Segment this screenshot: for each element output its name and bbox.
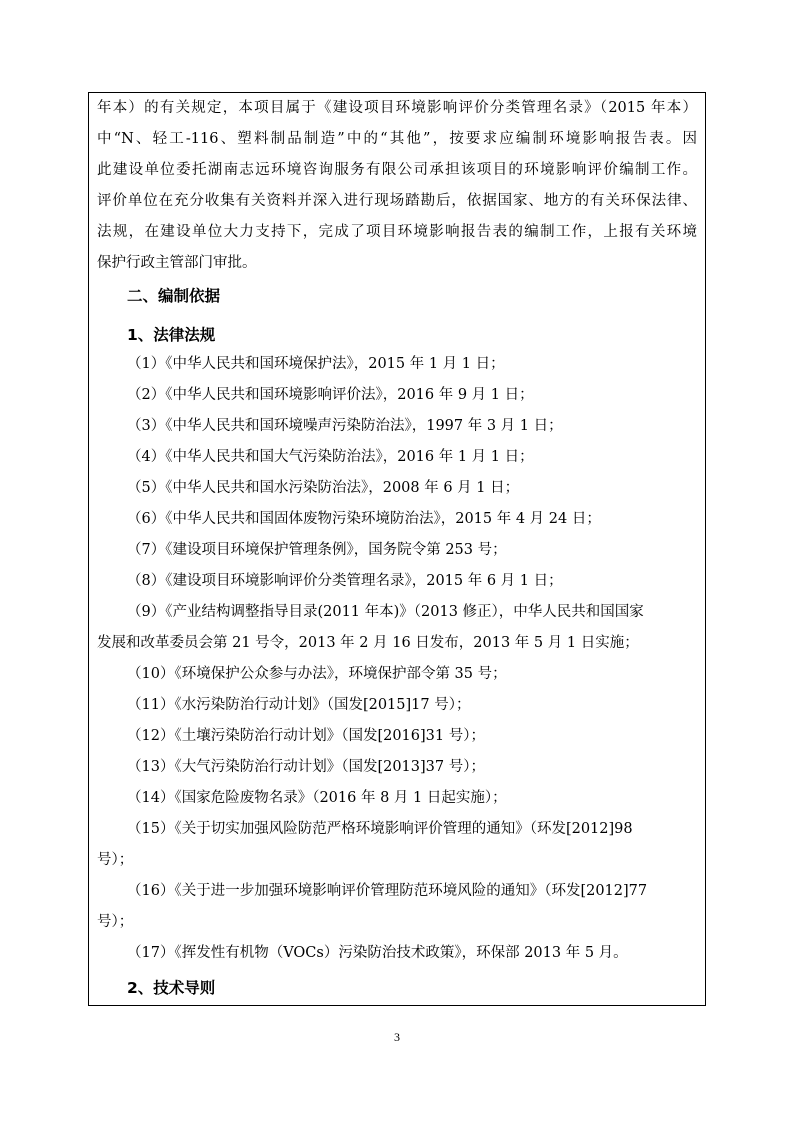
intro-line: 年本）的有关规定，本项目属于《建设项目环境影响评价分类管理名录》（2015 年本） — [97, 100, 697, 116]
intro-line: 中“N、轻工-116、塑料制品制造”中的“其他”，按要求应编制环境影响报告表。因 — [97, 131, 697, 147]
law-item: （5）《中华人民共和国水污染防治法》，2008 年 6 月 1 日； — [127, 480, 520, 496]
law-item: （17）《挥发性有机物（VOCs）污染防治技术政策》，环保部 2013 年 5 月。 — [127, 945, 628, 961]
tech-heading: 2、技术导则 — [127, 979, 216, 997]
law-item-continued: 号）； — [97, 852, 134, 868]
law-item: （10）《环境保护公众参与办法》，环境保护部令第 35 号； — [127, 666, 507, 682]
law-item: （16）《关于进一步加强环境影响评价管理防范环境风险的通知》（环发[2012]77 — [127, 883, 648, 899]
law-item: （3）《中华人民共和国环境噪声污染防治法》，1997 年 3 月 1 日； — [127, 418, 563, 434]
law-item: （4）《中华人民共和国大气污染防治法》，2016 年 1 月 1 日； — [127, 449, 534, 465]
intro-line: 法规，在建设单位大力支持下，完成了项目环境影响报告表的编制工作，上报有关环境 — [97, 224, 697, 240]
basis-heading: 二、编制依据 — [127, 287, 221, 305]
law-item: （15）《关于切实加强风险防范严格环境影响评价管理的通知》（环发[2012]98 — [127, 821, 633, 837]
content-frame — [88, 92, 706, 1006]
intro-line: 此建设单位委托湖南志远环境咨询服务有限公司承担该项目的环境影响评价编制工作。 — [97, 162, 697, 178]
law-item: （1）《中华人民共和国环境保护法》，2015 年 1 月 1 日； — [127, 356, 505, 372]
law-item: （12）《土壤污染防治行动计划》（国发[2016]31 号）； — [127, 728, 485, 744]
law-item: （8）《建设项目环境影响评价分类管理名录》，2015 年 6 月 1 日； — [127, 573, 563, 589]
law-item-continued: 号）； — [97, 914, 134, 930]
law-item: （9）《产业结构调整指导目录(2011 年本)》（2013 修正），中华人民共和国国家 — [127, 604, 644, 620]
law-item: （13）《大气污染防治行动计划》（国发[2013]37 号）； — [127, 759, 485, 775]
law-item-continued: 发展和改革委员会第 21 号令，2013 年 2 月 16 日发布，2013 年 5 月 1 日实施； — [97, 635, 639, 651]
intro-line: 评价单位在充分收集有关资料并深入进行现场踏勘后，依据国家、地方的有关环保法律、 — [97, 193, 697, 209]
intro-line: 保护行政主管部门审批。 — [97, 255, 257, 271]
page-number: 3 — [394, 1030, 400, 1044]
law-item: （14）《国家危险废物名录》（2016 年 8 月 1 日起实施）； — [127, 790, 507, 806]
law-item: （6）《中华人民共和国固体废物污染环境防治法》，2015 年 4 月 24 日； — [127, 511, 601, 527]
law-item: （11）《水污染防治行动计划》（国发[2015]17 号）； — [127, 697, 471, 713]
law-item: （7）《建设项目环境保护管理条例》，国务院令第 253 号； — [127, 542, 507, 558]
laws-heading: 1、法律法规 — [127, 326, 216, 344]
law-item: （2）《中华人民共和国环境影响评价法》，2016 年 9 月 1 日； — [127, 387, 534, 403]
